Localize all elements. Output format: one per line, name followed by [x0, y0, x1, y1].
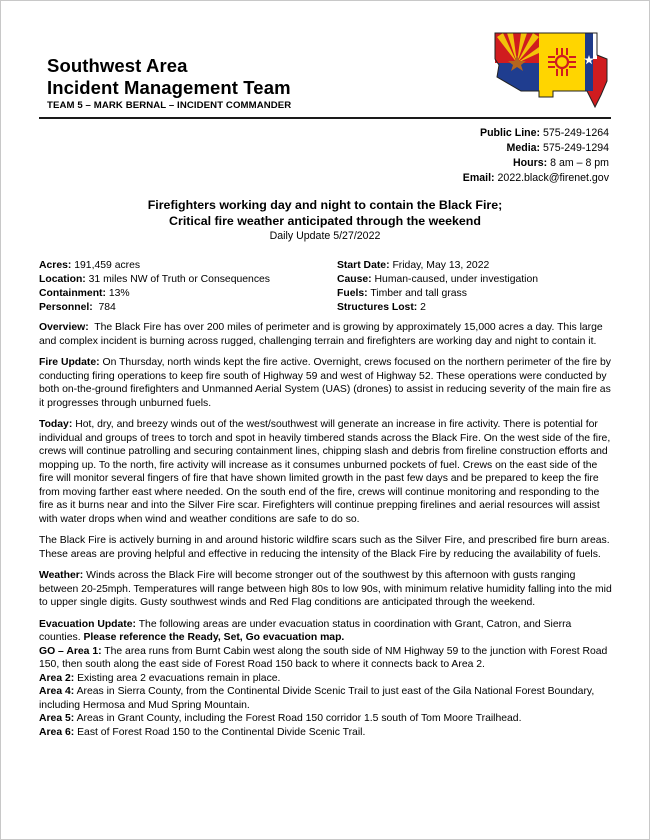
- texas-flag-shape: [584, 33, 607, 107]
- weather-paragraph: Weather: Winds across the Black Fire will become stronger out of the southwest by this afternoon with gusts ranging between 20-25mph. Temperatures will range between high 80s to low 90s, with minimum relative humidity falling into the mid to upper single digits. Gusty southwest winds and Red Flag conditions are anticipated through the weekend.: [39, 570, 612, 608]
- fact-containment: Containment: 13%: [39, 288, 130, 299]
- contact-hours: Hours: 8 am – 8 pm: [513, 157, 609, 169]
- new-mexico-flag-shape: [539, 33, 585, 97]
- arizona-flag-shape: [495, 33, 539, 91]
- contact-block: [463, 126, 609, 186]
- headline-block: [39, 197, 611, 243]
- fact-start-date: Start Date: Friday, May 13, 2022: [337, 260, 490, 271]
- fire-facts-left: [39, 259, 270, 315]
- southwest-states-logo: [493, 29, 609, 109]
- organization-header: [47, 55, 291, 111]
- org-name-line2: Incident Management Team: [47, 77, 291, 98]
- contact-media: Media: 575-249-1294: [506, 142, 609, 154]
- overview-paragraph: Overview: The Black Fire has over 200 miles of perimeter and is growing by approximately 15,000 acres a day. This large and complex incident is burning across rugged, challenging terrain and firefighters are working day and night to contain it.: [39, 322, 603, 347]
- contact-public-line: Public Line: 575-249-1264: [480, 127, 609, 139]
- fire-facts-right: [337, 259, 538, 315]
- fire-scars-paragraph: The Black Fire is actively burning in and around historic wildfire scars such as the Silver Fire, and prescribed fire burn areas. These areas are proving helpful and effective in reducing the intensity of the Black Fire by reducing the availability of fuels.: [39, 535, 610, 560]
- fact-personnel: Personnel: 784: [39, 302, 116, 313]
- team-line: TEAM 5 – MARK BERNAL – INCIDENT COMMANDER: [47, 100, 292, 111]
- headline-line1: Firefighters working day and night to contain the Black Fire;: [147, 198, 503, 212]
- evac-area-1: GO – Area 1: The area runs from Burnt Cabin west along the south side of NM Highway 59 to the junction with Forest Road 150, then south along the east side of Forest Road 150 back to where it connects back to Area 2.: [39, 645, 608, 670]
- today-paragraph: Today: Hot, dry, and breezy winds out of the west/southwest will generate an increase in fire activity. There is potential for individual and groups of trees to torch and spot in heavily timbered stands across the Black Fire. On the west side of the fire, crews will continue patrolling and securing containment lines, chipping slash and debris from fireline construction efforts and mopping up. To the north, fire activity will increase as it consumes unburned pockets of fuel. Crews on the east side of the fire will monitor several fingers of fire that have shown limited growth in the past few days and be prepared to keep the fire from moving farther east where needed. On the south end of the fire, crews will continue monitoring and responding to the fire as it burns near and into the Silver Fire scar. Firefighters will continue prepping firelines and aerial resources will assist with water drops when wind and weather conditions are safe to do so.: [39, 419, 611, 525]
- headline-line2: Critical fire weather anticipated through the weekend: [169, 214, 481, 228]
- evacuation-intro: Evacuation Update: The following areas are under evacuation status in coordination with Grant, Catron, and Sierra counties. Please reference the Ready, Set, Go evacuation map.: [39, 618, 572, 643]
- fact-structures-lost: Structures Lost: 2: [337, 302, 426, 313]
- contact-email: Email: 2022.black@firenet.gov: [462, 172, 609, 184]
- update-date: Daily Update 5/27/2022: [269, 230, 381, 242]
- report-body: [39, 321, 613, 739]
- evacuation-section: [39, 618, 613, 740]
- header-divider: [39, 117, 611, 119]
- fact-location: Location: 31 miles NW of Truth or Consequences: [39, 274, 270, 285]
- evac-area-6: Area 6: East of Forest Road 150 to the Continental Divide Scenic Trail.: [39, 726, 366, 738]
- org-name-line1: Southwest Area: [47, 55, 188, 76]
- evac-area-4: Area 4: Areas in Sierra County, from the Continental Divide Scenic Trail to just east of the Gila National Forest Boundary, including Hermosa and Mud Spring Mountain.: [39, 686, 595, 711]
- evac-area-2: Area 2: Existing area 2 evacuations remain in place.: [39, 672, 281, 684]
- fact-cause: Cause: Human-caused, under investigation: [337, 274, 539, 285]
- evac-area-5: Area 5: Areas in Grant County, including the Forest Road 150 corridor 1.5 south of Tom Moore Trailhead.: [39, 713, 522, 724]
- fire-update-paragraph: Fire Update: On Thursday, north winds kept the fire active. Overnight, crews focused on the northern perimeter of the fire by conducting firing operations to keep fire south of Highway 59 and west of Highway 52. These operations were conducted by both on-the-ground firefighters and Unmanned Aerial System (UAS) (drones) to assist in reducing severity of the main fire as it progresses through unburned fuels.: [39, 357, 611, 409]
- fact-acres: Acres: 191,459 acres: [39, 260, 141, 271]
- fact-fuels: Fuels: Timber and tall grass: [337, 288, 467, 299]
